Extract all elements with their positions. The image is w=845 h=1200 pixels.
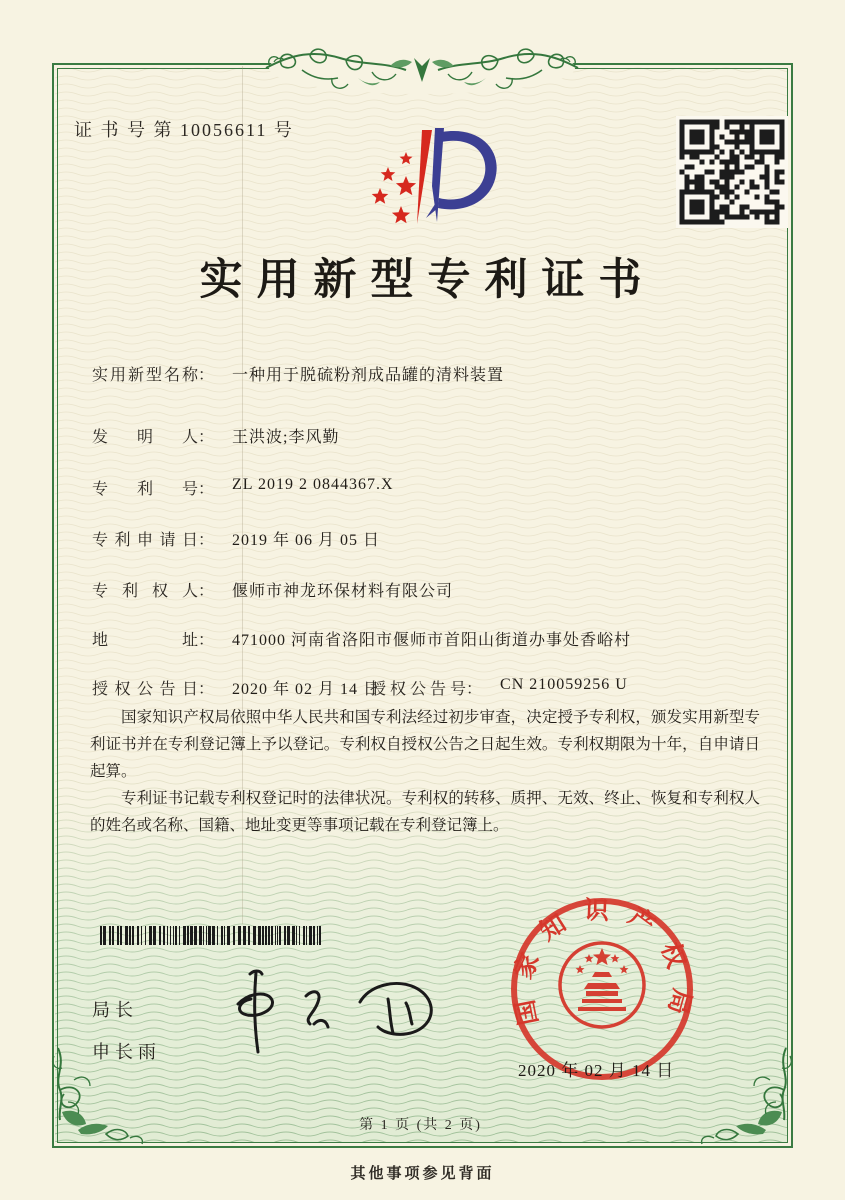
legal-paragraph-1: 国家知识产权局依照中华人民共和国专利法经过初步审查，决定授予专利权，颁发实用新型专利证书并在专利登记簿上予以登记。专利权自授权公告之日起生效。专利权期限为十年，自申请日起算。 bbox=[90, 709, 760, 780]
field-value: CN 210059256 U bbox=[500, 676, 628, 693]
field-value: 2019 年 06 月 05 日 bbox=[232, 532, 381, 549]
page-number: 第 1 页 (共 2 页) bbox=[359, 1118, 482, 1133]
field-patentee bbox=[92, 578, 772, 604]
field-grant-date bbox=[92, 676, 772, 702]
field-label: 授权公告号 bbox=[370, 681, 466, 698]
field-label: 实用新型名称 bbox=[92, 367, 198, 384]
field-colon: ： bbox=[198, 632, 215, 649]
legal-text bbox=[90, 704, 760, 839]
certificate-title: 实用新型专利证书 bbox=[199, 257, 656, 304]
legal-paragraph-2: 专利证书记载专利权登记时的法律状况。专利权的转移、质押、无效、终止、恢复和专利权人的姓名或名称、国籍、地址变更等事项记载在专利登记簿上。 bbox=[90, 790, 760, 834]
field-colon: ： bbox=[198, 367, 215, 384]
field-patent-number bbox=[92, 476, 772, 502]
field-colon: ： bbox=[198, 583, 215, 600]
svg-text:国家知识产权局 bbox=[508, 896, 697, 1034]
field-filing-date bbox=[92, 527, 772, 553]
field-value: 王洪波;李风勤 bbox=[232, 429, 340, 446]
field-address bbox=[92, 627, 772, 653]
barcode bbox=[100, 926, 322, 946]
field-inventor bbox=[92, 424, 772, 450]
field-value: ZL 2019 2 0844367.X bbox=[232, 476, 394, 493]
field-label: 地址 bbox=[92, 632, 198, 649]
field-label: 专利权人 bbox=[92, 583, 198, 600]
field-utility-model-name bbox=[92, 362, 772, 388]
qr-code bbox=[676, 116, 788, 228]
commissioner-title: 局长 bbox=[92, 1000, 138, 1020]
field-label: 授权公告日 bbox=[92, 681, 198, 698]
field-colon: ： bbox=[198, 429, 215, 446]
field-label: 专利申请日 bbox=[92, 532, 198, 549]
commissioner-signature bbox=[210, 966, 460, 1061]
field-value: 471000 河南省洛阳市偃师市首阳山街道办事处香峪村 bbox=[232, 632, 632, 649]
field-grant-number bbox=[370, 676, 628, 699]
field-label: 专利号 bbox=[92, 481, 198, 498]
field-label: 发明人 bbox=[92, 429, 198, 446]
national-emblem-icon bbox=[560, 943, 644, 1027]
field-value: 2020 年 02 月 14 日 bbox=[232, 681, 381, 698]
field-value: 偃师市神龙环保材料有限公司 bbox=[232, 583, 454, 600]
cnipa-logo-icon bbox=[338, 126, 543, 238]
field-colon: ： bbox=[198, 681, 215, 698]
field-colon: ： bbox=[198, 481, 215, 498]
field-colon: ： bbox=[466, 681, 483, 698]
seal-text: 国家知识产权局 bbox=[508, 897, 696, 1034]
back-note: 其他事项参见背面 bbox=[350, 1166, 495, 1182]
commissioner-name: 申长雨 bbox=[92, 1042, 161, 1062]
certificate-number: 证 书 号 第 10056611 号 bbox=[74, 120, 294, 140]
commissioner-block bbox=[92, 996, 161, 1064]
field-value: 一种用于脱硫粉剂成品罐的清料装置 bbox=[232, 367, 505, 384]
dragon-scroll-ornament bbox=[262, 36, 582, 100]
field-colon: ： bbox=[198, 532, 215, 549]
seal-date: 2020 年 02 月 14 日 bbox=[518, 1061, 675, 1080]
